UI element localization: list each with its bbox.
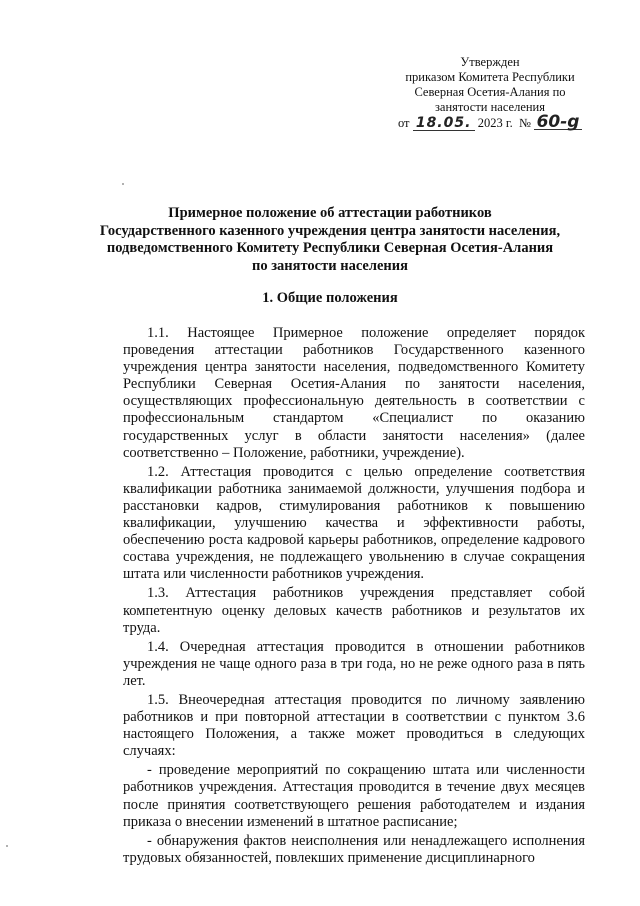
document-body <box>123 325 585 867</box>
paragraph-1-2: 1.2. Аттестация проводится с целью определение соответствия квалификации работника занимаемой должности, улучшения подбора и расстановки кадров, стимулирования работников к повышению квалификации, улучшению качества и эффективности работы, обеспечению роста кадровой карьеры работников, определение кадрового состава учреждения, не подлежащего увольнению в случае сокращения штата или численности работников учреждения. <box>123 463 585 583</box>
approval-line-3: Северная Осетия-Алания по <box>414 85 566 99</box>
date-prefix: от <box>397 116 410 130</box>
scan-speck <box>6 845 8 847</box>
list-item-staff-reduction: - проведение мероприятий по сокращению штата или численности работников учреждения. Аттестация проводится в течение двух месяцев после принятия соответствующего решения работодателем и издания приказа о внесении изменений в штатное расписание; <box>123 762 585 830</box>
number-sign: № <box>518 116 531 130</box>
year-text: 2023 г. <box>477 116 513 130</box>
approval-stamp-block <box>380 55 600 131</box>
title-line-1: Примерное положение об аттестации работников <box>168 205 492 221</box>
handwritten-number: 60-g <box>534 116 582 130</box>
paragraph-1-5: 1.5. Внеочередная аттестация проводится по личному заявлению работников и при повторной аттестации в соответствии с пунктом 3.6 настоящего Положения, а также может проводиться в следующих случаях: <box>123 691 585 760</box>
list-item-duty-violation: - обнаружения фактов неисполнения или ненадлежащего исполнения трудовых обязанностей, повлекших применение дисциплинарного <box>123 832 585 866</box>
approval-line-4: занятости населения <box>434 100 545 114</box>
title-line-4: по занятости населения <box>251 257 408 274</box>
handwritten-date: 18.05. <box>413 117 475 131</box>
approval-date-line <box>380 112 600 132</box>
approval-line-1: Утвержден <box>460 55 520 69</box>
title-line-2: Государственного казенного учреждения центра занятости населения, <box>99 222 561 239</box>
document-title <box>90 205 570 275</box>
paragraph-1-4: 1.4. Очередная аттестация проводится в отношении работников учреждения не чаще одного раза в три года, но не реже одного раза в пять лет. <box>123 638 585 689</box>
section-heading: 1. Общие положения <box>262 290 398 306</box>
paragraph-1-1: 1.1. Настоящее Примерное положение определяет порядок проведения аттестации работников Государственного казенного учреждения центра занятости населения, подведомственного Комитету Республики Северная Осетия-Алания по занятости населения, осуществляющих профессиональную деятельность в соответствии с профессиональным стандартом «Специалист по оказанию государственных услуг в области занятости населения» (далее соответственно – Положение, работники, учреждение). <box>123 325 585 461</box>
paragraph-1-3: 1.3. Аттестация работников учреждения представляет собой компетентную оценку деловых качеств работников и результатов их труда. <box>123 585 585 636</box>
title-line-3: подведомственного Комитету Республики Северная Осетия-Алания <box>106 240 554 256</box>
approval-line-2: приказом Комитета Республики <box>405 70 575 84</box>
scan-speck <box>122 183 124 185</box>
